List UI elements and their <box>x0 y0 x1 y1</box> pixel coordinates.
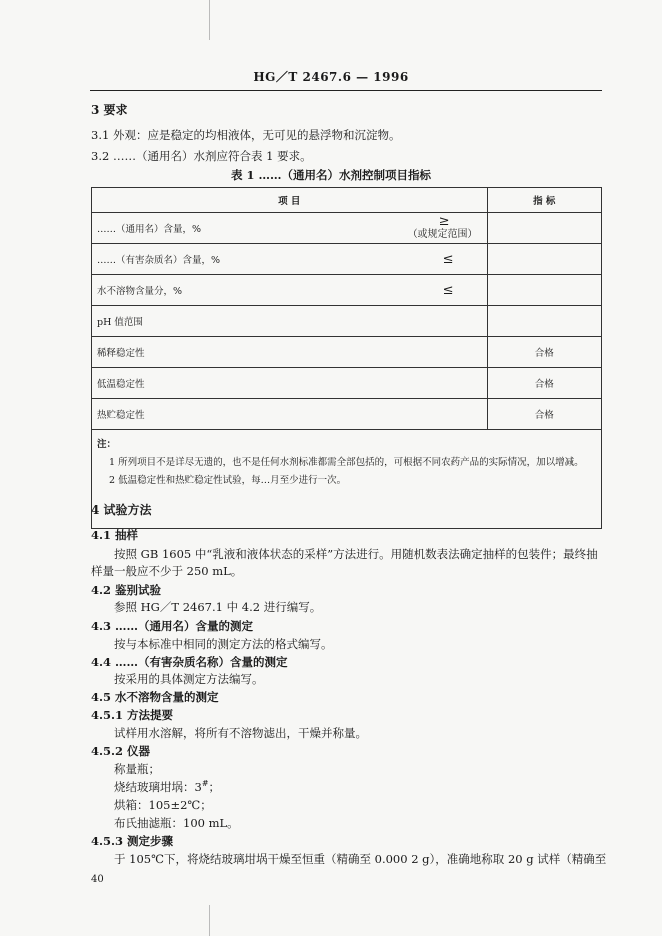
clause-4-5-2-heading: 4.5.2 仪器 <box>91 744 151 758</box>
row-value <box>487 275 601 306</box>
table-caption: 表 1 ……（通用名）水剂控制项目指标 <box>230 168 431 182</box>
scan-mark <box>209 905 210 936</box>
row-value: 合格 <box>487 337 601 368</box>
clause-4-1-text-a: 按照 GB 1605 中“乳液和液体状态的采样”方法进行。用随机数表法确定抽样的包装件；最终抽 <box>114 547 598 561</box>
row-label: 低温稳定性 <box>92 368 488 399</box>
header-item: 项 目 <box>92 188 488 213</box>
header-index: 指 标 <box>487 188 601 213</box>
table-note-row <box>92 430 602 529</box>
header-rule <box>90 90 602 91</box>
row-symbol: ≤ <box>442 251 454 267</box>
table-row <box>92 337 602 368</box>
clause-4-1-text-b: 样量一般应不少于 250 mL。 <box>91 564 243 578</box>
row-value <box>487 244 601 275</box>
row-label: 稀释稳定性 <box>92 337 488 368</box>
row-label: 热贮稳定性 <box>92 399 488 430</box>
clause-4-3-text: 按与本标准中相同的测定方法的格式编写。 <box>114 637 333 651</box>
clause-4-5-3-heading: 4.5.3 测定步骤 <box>91 834 174 848</box>
scan-mark <box>209 0 210 40</box>
row-label: ……（有害杂质名）含量，% <box>97 255 221 266</box>
note-2: 2 低温稳定性和热贮稳定性试验，每…月至少进行一次。 <box>109 475 347 487</box>
instrument-4: 布氏抽滤瓶：100 mL。 <box>114 816 239 830</box>
clause-3-2: 3.2 ……（通用名）水剂应符合表 1 要求。 <box>91 149 312 163</box>
section-4-heading: 4 试验方法 <box>91 503 152 517</box>
running-header: HG／T 2467.6 — 1996 <box>253 70 409 84</box>
clause-4-5-3-text: 于 105℃下，将烧结玻璃坩埚干燥至恒重（精确至 0.000 2 g），准确地称取 20 g 试样（精确至 <box>114 852 607 866</box>
clause-4-5-heading: 4.5 水不溶物含量的测定 <box>91 690 219 704</box>
row-value <box>487 306 601 337</box>
table-row <box>92 399 602 430</box>
clause-4-4-text: 按采用的具体测定方法编写。 <box>114 672 264 686</box>
clause-4-1-heading: 4.1 抽样 <box>91 528 139 542</box>
instrument-1: 称量瓶； <box>114 762 160 776</box>
row-value: 合格 <box>487 399 601 430</box>
row-sub: （或规定范围） <box>407 229 478 241</box>
table-row <box>92 306 602 337</box>
table-row <box>92 275 602 306</box>
table-row <box>92 213 602 244</box>
instrument-2: 烧结玻璃坩埚：3#； <box>114 779 221 794</box>
clause-4-2-text: 参照 HG／T 2467.1 中 4.2 进行编写。 <box>114 600 322 614</box>
note-1: 1 所列项目不是详尽无遗的，也不是任何水剂标准都需全部包括的，可根据不同农药产品的实际情况，加以增减。 <box>109 457 584 469</box>
table-header-row <box>92 188 602 213</box>
note-title: 注： <box>97 439 117 450</box>
table-row <box>92 368 602 399</box>
section-3-heading: 3 要求 <box>91 103 128 117</box>
row-value <box>487 213 601 244</box>
row-symbol: ≤ <box>442 282 454 298</box>
page-number: 40 <box>91 874 104 885</box>
spec-table <box>91 187 602 529</box>
instrument-3: 烘箱：105±2℃； <box>114 798 212 812</box>
table-row <box>92 244 602 275</box>
row-label: pH 值范围 <box>92 306 488 337</box>
clause-4-2-heading: 4.2 鉴别试验 <box>91 583 162 597</box>
clause-3-1: 3.1 外观：应是稳定的均相液体，无可见的悬浮物和沉淀物。 <box>91 128 401 142</box>
clause-4-4-heading: 4.4 ……（有害杂质名称）含量的测定 <box>91 655 288 669</box>
row-label: ……（通用名）含量，% <box>97 223 202 235</box>
clause-4-5-1-text: 试样用水溶解，将所有不溶物滤出，干燥并称量。 <box>114 726 367 740</box>
row-label: 水不溶物含量分，% <box>97 286 183 297</box>
row-value: 合格 <box>487 368 601 399</box>
row-symbol: ≥ <box>438 214 450 230</box>
clause-4-5-1-heading: 4.5.1 方法提要 <box>91 708 174 722</box>
clause-4-3-heading: 4.3 ……（通用名）含量的测定 <box>91 619 254 633</box>
